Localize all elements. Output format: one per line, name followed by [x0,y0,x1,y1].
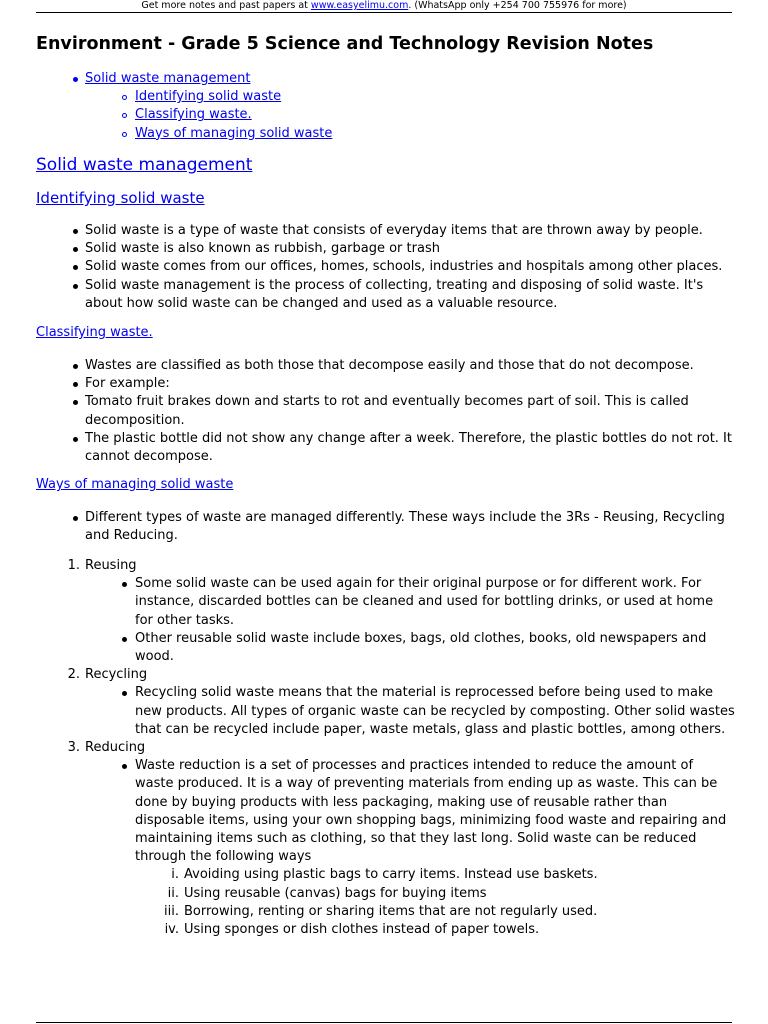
list-item-text: Waste reduction is a set of processes and practices intended to reduce the amount of waste produced. It is a way of preventing materials from ending up as waste. This can be done by buying products with less packaging, making use of reusable rather than disposable items, using your own shopping bags, minimizing food waste and repairing and maintaining items such as clothing, so that they last long. Solid waste can be reduced through the following ways [135,758,727,865]
roman-number: iii. [164,903,179,919]
list-item-text: Using sponges or dish clothes instead of paper towels. [184,922,540,938]
toc-link-classifying[interactable]: Classifying waste. [135,107,252,123]
step-number: 3. [67,740,80,756]
roman-number: iv. [164,922,179,938]
circle-bullet-icon [122,95,127,100]
roman-number: ii. [167,885,179,901]
page-header-banner [36,0,732,13]
bullet-icon [73,516,78,521]
list-item [36,757,736,866]
table-of-contents [36,70,332,143]
subheading-identifying[interactable]: Identifying solid waste [36,189,205,207]
toc-item [36,88,332,106]
bullet-icon [73,229,78,234]
reduce-way-item [36,921,736,939]
step-label: Reducing [85,740,146,756]
bullet-icon [122,637,127,642]
list-item-text: Recycling solid waste means that the material is reprocessed before being used to make new products. All types of organic waste can be recycled by composting. Other solid wastes that can be recycled include paper, waste metals, glass and plastic bottles, among others. [135,685,735,737]
site-link[interactable]: www.easyelimu.com [310,0,409,11]
list-item [36,430,736,466]
list-item-text: Tomato fruit brakes down and starts to rot and eventually becomes part of soil. This is called decomposition. [85,394,689,428]
list-item [36,393,736,429]
circle-bullet-icon [122,113,127,118]
list-item-text: Solid waste comes from our offices, homes, schools, industries and hospitals among other places. [85,259,723,275]
list-item-text: Avoiding using plastic bags to carry items. Instead use baskets. [184,867,598,883]
list-item-text: Solid waste is a type of waste that consists of everyday items that are thrown away by people. [85,223,703,238]
header-prefix: Get more notes and past papers at [141,0,311,11]
list-item-text: Other reusable solid waste include boxes, bags, old clothes, books, old newspapers and wood. [135,630,707,665]
step-item-recycling [36,666,736,684]
subheading-classifying[interactable]: Classifying waste. [36,325,153,340]
header-suffix: . (WhatsApp only +254 700 755976 for more) [408,0,627,11]
bullet-icon [73,284,78,289]
reduce-way-item [36,885,736,903]
bullet-icon [73,77,78,82]
reduce-way-item [36,866,736,884]
list-item-text: Using reusable (canvas) bags for buying items [184,885,487,901]
classifying-list [36,357,736,466]
reduce-way-item [36,903,736,921]
list-item [36,575,736,630]
list-item-text: Borrowing, renting or sharing items that are not regularly used. [184,903,598,919]
toc-link-managing[interactable]: Ways of managing solid waste [135,125,333,141]
bullet-icon [73,364,78,369]
list-item [36,357,736,375]
toc-item [36,106,332,124]
subheading-managing[interactable]: Ways of managing solid waste [36,477,234,492]
list-item-text: For example: [85,376,170,392]
list-item [36,240,736,258]
circle-bullet-icon [122,132,127,137]
list-item [36,630,736,666]
toc-item [36,125,332,143]
step-number: 2. [67,667,80,683]
toc-link-solid-waste-management[interactable]: Solid waste management [85,71,251,86]
list-item [36,684,736,739]
toc-link-identifying[interactable]: Identifying solid waste [135,89,282,105]
list-item-text: Different types of waste are managed differently. These ways include the 3Rs - Reusing, Recycling and Reducing. [85,510,725,544]
section-heading-solid-waste[interactable]: Solid waste management [36,155,253,175]
page-title: Environment - Grade 5 Science and Technology Revision Notes [36,34,654,54]
list-item-text: Some solid waste can be used again for their original purpose or for different work. For instance, discarded bottles can be cleaned and used for bottling drinks, or used at home for other tasks. [135,576,714,628]
list-item [36,509,736,545]
bullet-icon [73,437,78,442]
roman-number: i. [171,867,179,883]
toc-item [36,70,332,88]
list-item-text: Solid waste is also known as rubbish, garbage or trash [85,241,440,257]
managing-steps-list [36,557,736,939]
managing-intro-list [36,509,736,545]
step-label: Recycling [85,667,148,683]
step-item-reducing [36,739,736,757]
step-item-reusing [36,557,736,575]
list-item [36,277,736,313]
list-item-text: The plastic bottle did not show any change after a week. Therefore, the plastic bottles do not rot. It cannot decompose. [85,430,732,465]
identifying-list [36,222,736,313]
list-item [36,375,736,393]
list-item-text: Solid waste management is the process of collecting, treating and disposing of solid waste. It's about how solid waste can be changed and used as a valuable resource. [85,277,704,311]
list-item [36,258,736,276]
step-label: Reusing [85,558,137,573]
footer-divider [36,1022,732,1023]
list-item [36,222,736,240]
list-item-text: Wastes are classified as both those that decompose easily and those that do not decompose. [85,358,694,373]
step-number: 1. [67,558,80,573]
